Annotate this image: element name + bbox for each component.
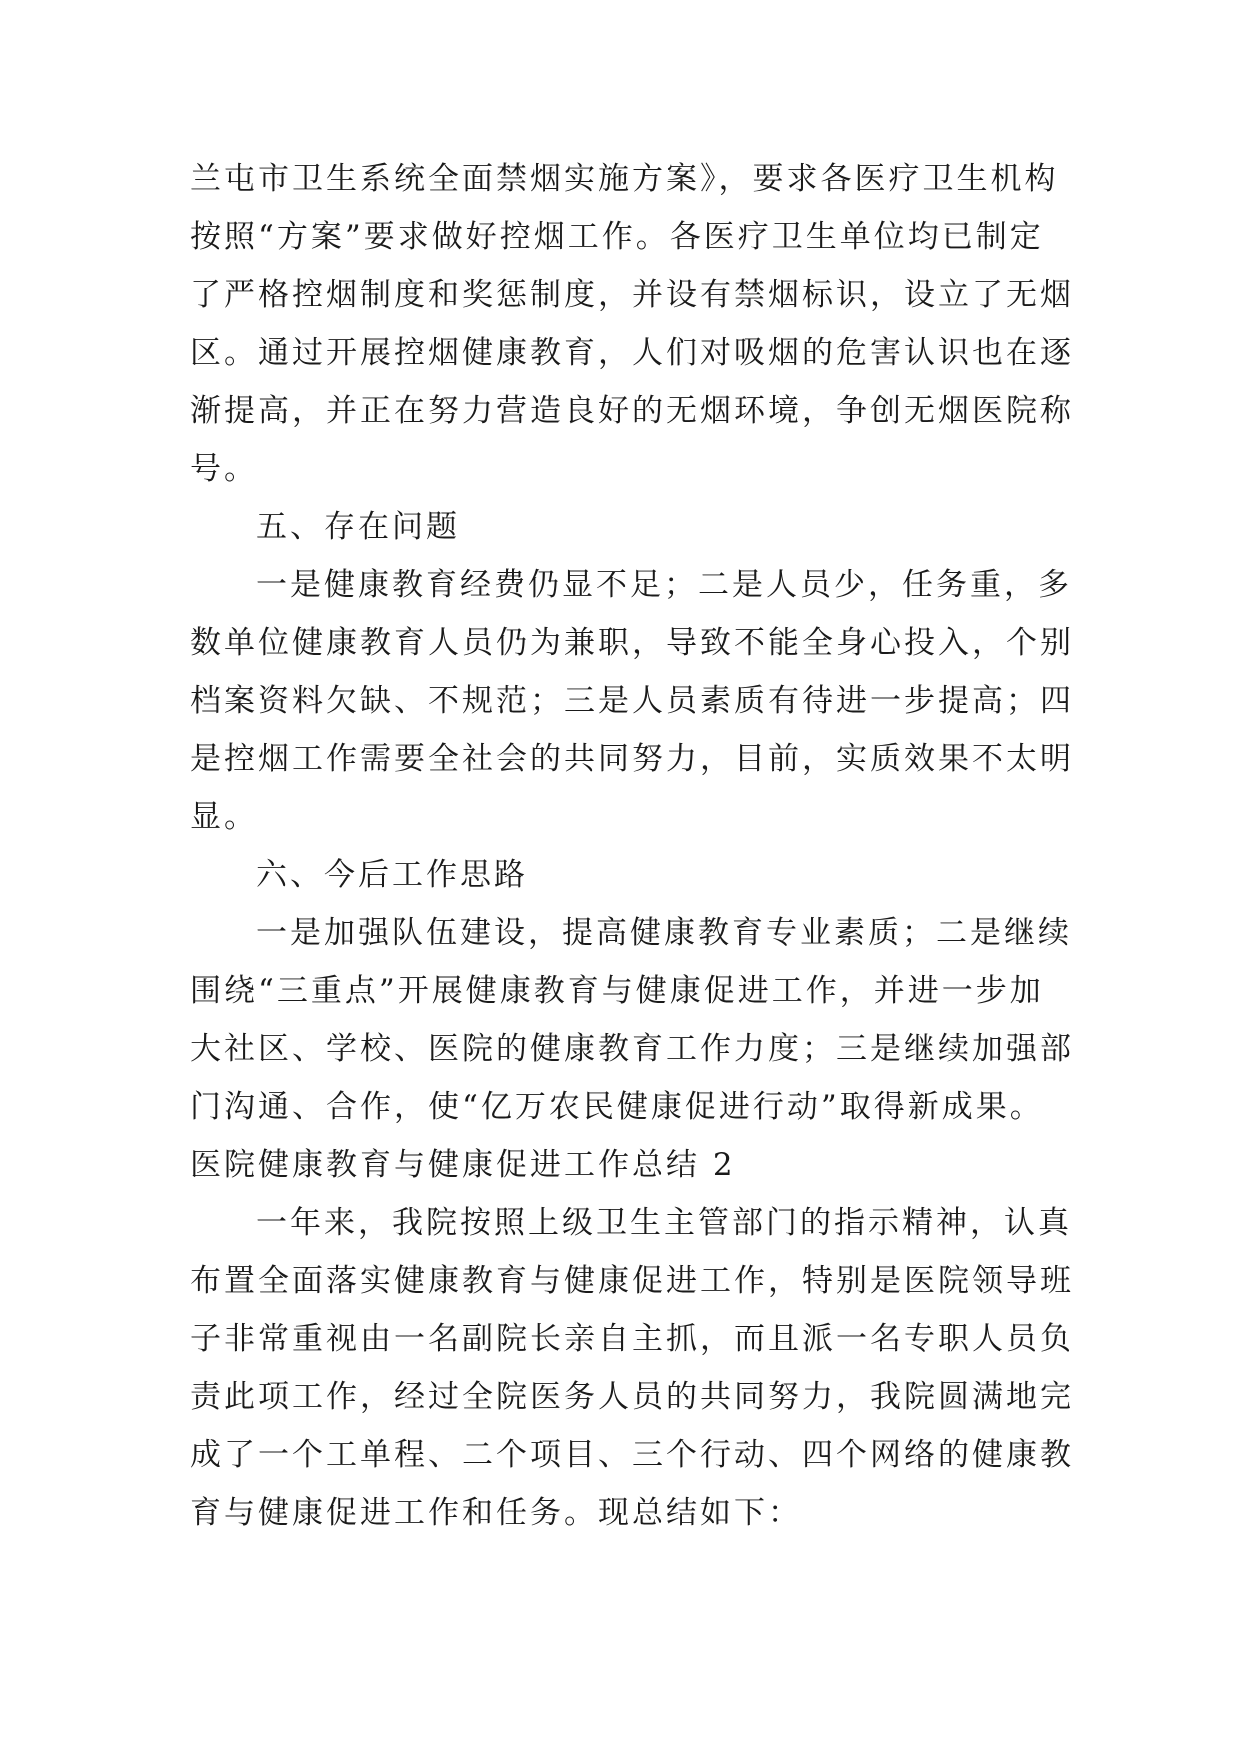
text-line: 布置全面落实健康教育与健康促进工作，特别是医院领导班 bbox=[190, 1263, 1074, 1299]
text-line: 育与健康促进工作和任务。现总结如下： bbox=[190, 1495, 802, 1531]
text-line: 一是健康教育经费仍显不足；二是人员少，任务重，多 bbox=[256, 567, 1072, 603]
text-line: 门沟通、合作，使“亿万农民健康促进行动”取得新成果。 bbox=[190, 1089, 1044, 1125]
text-line: 围绕“三重点”开展健康教育与健康促进工作，并进一步加 bbox=[190, 973, 1044, 1009]
document-title: 医院健康教育与健康促进工作总结 2 bbox=[190, 1147, 736, 1183]
section-heading: 五、存在问题 bbox=[256, 509, 460, 545]
text-line: 大社区、学校、医院的健康教育工作力度；三是继续加强部 bbox=[190, 1031, 1074, 1067]
text-line: 显。 bbox=[190, 799, 258, 835]
document-body bbox=[190, 150, 1074, 1542]
text-line: 按照“方案”要求做好控烟工作。各医疗卫生单位均已制定 bbox=[190, 219, 1044, 255]
text-line: 档案资料欠缺、不规范；三是人员素质有待进一步提高；四 bbox=[190, 683, 1074, 719]
text-line: 号。 bbox=[190, 451, 258, 487]
text-line: 责此项工作，经过全院医务人员的共同努力，我院圆满地完 bbox=[190, 1379, 1074, 1415]
text-line: 渐提高，并正在努力营造良好的无烟环境，争创无烟医院称 bbox=[190, 393, 1074, 429]
text-line: 一是加强队伍建设，提高健康教育专业素质；二是继续 bbox=[256, 915, 1072, 951]
text-line: 了严格控烟制度和奖惩制度，并设有禁烟标识，设立了无烟 bbox=[190, 277, 1074, 313]
text-line: 区。通过开展控烟健康教育，人们对吸烟的危害认识也在逐 bbox=[190, 335, 1074, 371]
text-line: 子非常重视由一名副院长亲自主抓，而且派一名专职人员负 bbox=[190, 1321, 1074, 1357]
text-line: 兰屯市卫生系统全面禁烟实施方案》，要求各医疗卫生机构 bbox=[190, 161, 1059, 197]
section-heading: 六、今后工作思路 bbox=[256, 857, 528, 893]
text-line: 数单位健康教育人员仍为兼职，导致不能全身心投入，个别 bbox=[190, 625, 1074, 661]
text-line: 一年来，我院按照上级卫生主管部门的指示精神，认真 bbox=[256, 1205, 1072, 1241]
text-line: 成了一个工单程、二个项目、三个行动、四个网络的健康教 bbox=[190, 1437, 1074, 1473]
text-line: 是控烟工作需要全社会的共同努力，目前，实质效果不太明 bbox=[190, 741, 1074, 777]
